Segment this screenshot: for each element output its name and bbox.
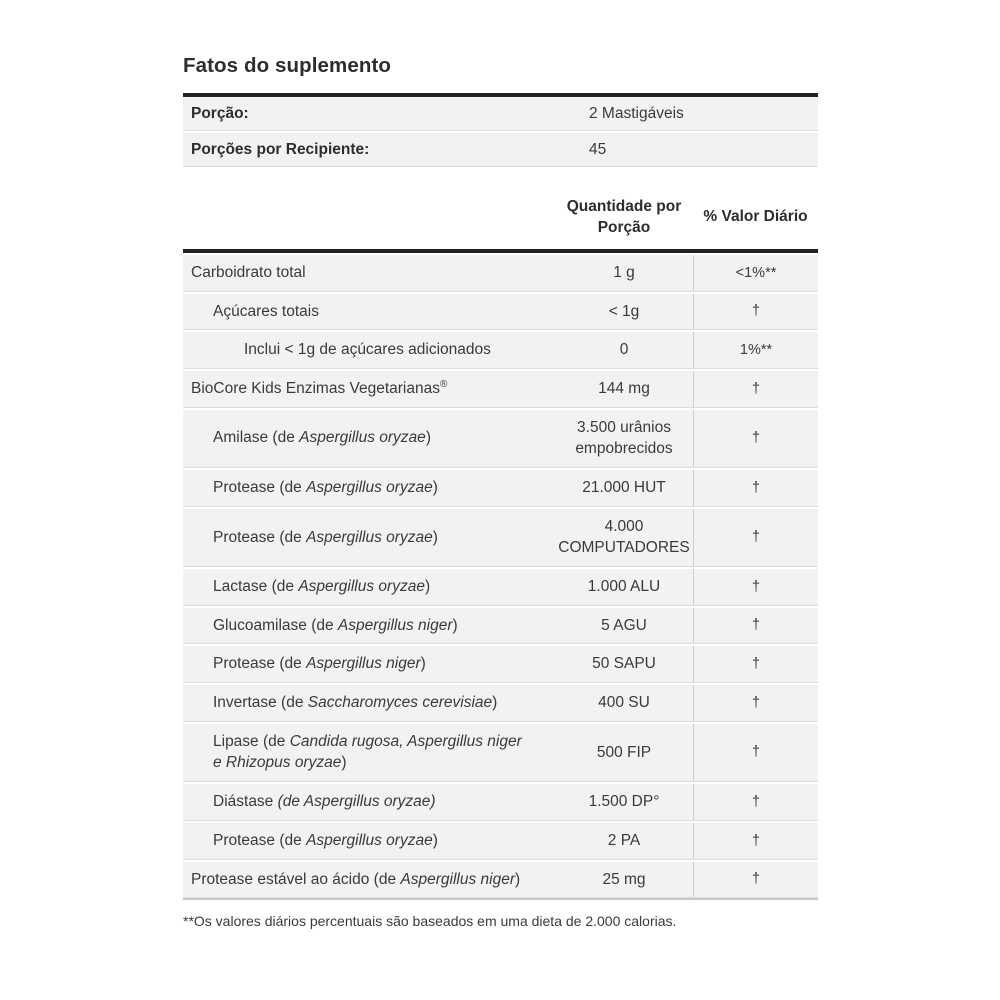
- table-row: [183, 255, 818, 292]
- table-row: [183, 646, 818, 683]
- row-amount-per-serving: 500 FIP: [596, 743, 652, 761]
- row-amount-per-serving: 400 SU: [598, 694, 650, 712]
- table-row: [183, 569, 818, 606]
- row-amount-per-serving: 4.000 COMPUTADORES: [558, 517, 690, 557]
- row-daily-value: †: [693, 371, 818, 407]
- table-row: [183, 862, 818, 899]
- table-row: [183, 470, 818, 507]
- row-amount-per-serving: 1.000 ALU: [587, 578, 661, 596]
- row-daily-value: †: [693, 784, 818, 820]
- row-daily-value: †: [693, 823, 818, 859]
- table-row: [183, 608, 818, 645]
- row-ingredient-name: Carboidrato total: [191, 263, 306, 281]
- header-divider-bar: [183, 249, 818, 253]
- table-row: [183, 332, 818, 369]
- serving-value: 45: [589, 140, 607, 158]
- row-ingredient-name: Invertase (de Saccharomyces cerevisiae): [213, 694, 498, 712]
- row-ingredient-name: BioCore Kids Enzimas Vegetarianas®: [191, 378, 448, 397]
- table-row: [183, 724, 818, 782]
- row-amount-per-serving: < 1g: [608, 302, 640, 320]
- table-row: [183, 371, 818, 408]
- table-row: [183, 823, 818, 860]
- amount-column-header: Quantidade por Porção: [566, 198, 682, 236]
- row-daily-value: †: [693, 862, 818, 898]
- footnote: **Os valores diários percentuais são baseados em uma dieta de 2.000 calorias.: [183, 913, 677, 930]
- row-ingredient-name: Protease estável ao ácido (de Aspergillus niger): [191, 870, 521, 888]
- table-row: [183, 509, 818, 567]
- row-daily-value: <1%**: [693, 255, 818, 291]
- table-row: [183, 410, 818, 468]
- row-amount-per-serving: 50 SAPU: [592, 655, 656, 673]
- row-daily-value: 1%**: [693, 332, 818, 368]
- row-daily-value: †: [693, 294, 818, 330]
- serving-row: [183, 97, 818, 131]
- row-amount-per-serving: 1 g: [613, 263, 635, 281]
- row-ingredient-name: Amilase (de Aspergillus oryzae): [213, 429, 431, 447]
- table-row: [183, 784, 818, 821]
- row-amount-per-serving: 21.000 HUT: [582, 478, 666, 496]
- row-ingredient-name: Inclui < 1g de açúcares adicionados: [244, 341, 491, 359]
- row-ingredient-name: Lipase (de Candida rugosa, Aspergillus niger e Rhizopus oryzae): [213, 732, 522, 772]
- row-amount-per-serving: 3.500 urânios empobrecidos: [575, 418, 673, 458]
- row-daily-value: †: [693, 509, 818, 566]
- row-ingredient-name: Açúcares totais: [213, 302, 319, 320]
- row-amount-per-serving: 144 mg: [598, 379, 650, 397]
- row-amount-per-serving: 25 mg: [602, 870, 646, 888]
- row-ingredient-name: Glucoamilase (de Aspergillus niger): [213, 616, 458, 634]
- serving-label: Porção:: [191, 104, 249, 122]
- serving-label: Porções por Recipiente:: [191, 140, 370, 158]
- supplement-facts-panel: [183, 54, 818, 929]
- row-ingredient-name: Protease (de Aspergillus oryzae): [213, 478, 438, 496]
- row-daily-value: †: [693, 724, 818, 781]
- table-row: [183, 685, 818, 722]
- row-ingredient-name: Protease (de Aspergillus niger): [213, 655, 426, 673]
- row-daily-value: †: [693, 470, 818, 506]
- row-amount-per-serving: 0: [619, 341, 629, 359]
- row-amount-per-serving: 2 PA: [607, 831, 641, 849]
- row-amount-per-serving: 1.500 DP°: [588, 793, 660, 811]
- row-ingredient-name: Diástase (de Aspergillus oryzae): [213, 793, 436, 811]
- row-daily-value: †: [693, 685, 818, 721]
- row-daily-value: †: [693, 646, 818, 682]
- row-ingredient-name: Protease (de Aspergillus oryzae): [213, 528, 438, 546]
- column-headers-row: [183, 169, 818, 249]
- dv-column-header: % Valor Diário: [703, 208, 808, 226]
- row-daily-value: †: [693, 608, 818, 644]
- row-daily-value: †: [693, 569, 818, 605]
- serving-info-section: [183, 97, 818, 167]
- serving-row: [183, 133, 818, 167]
- serving-value: 2 Mastigáveis: [589, 104, 684, 122]
- facts-table-body: [183, 255, 818, 900]
- row-amount-per-serving: 5 AGU: [601, 616, 647, 634]
- row-daily-value: †: [693, 410, 818, 467]
- table-row: [183, 294, 818, 331]
- row-ingredient-name: Protease (de Aspergillus oryzae): [213, 831, 438, 849]
- panel-title: Fatos do suplemento: [183, 54, 392, 77]
- row-ingredient-name: Lactase (de Aspergillus oryzae): [213, 578, 431, 596]
